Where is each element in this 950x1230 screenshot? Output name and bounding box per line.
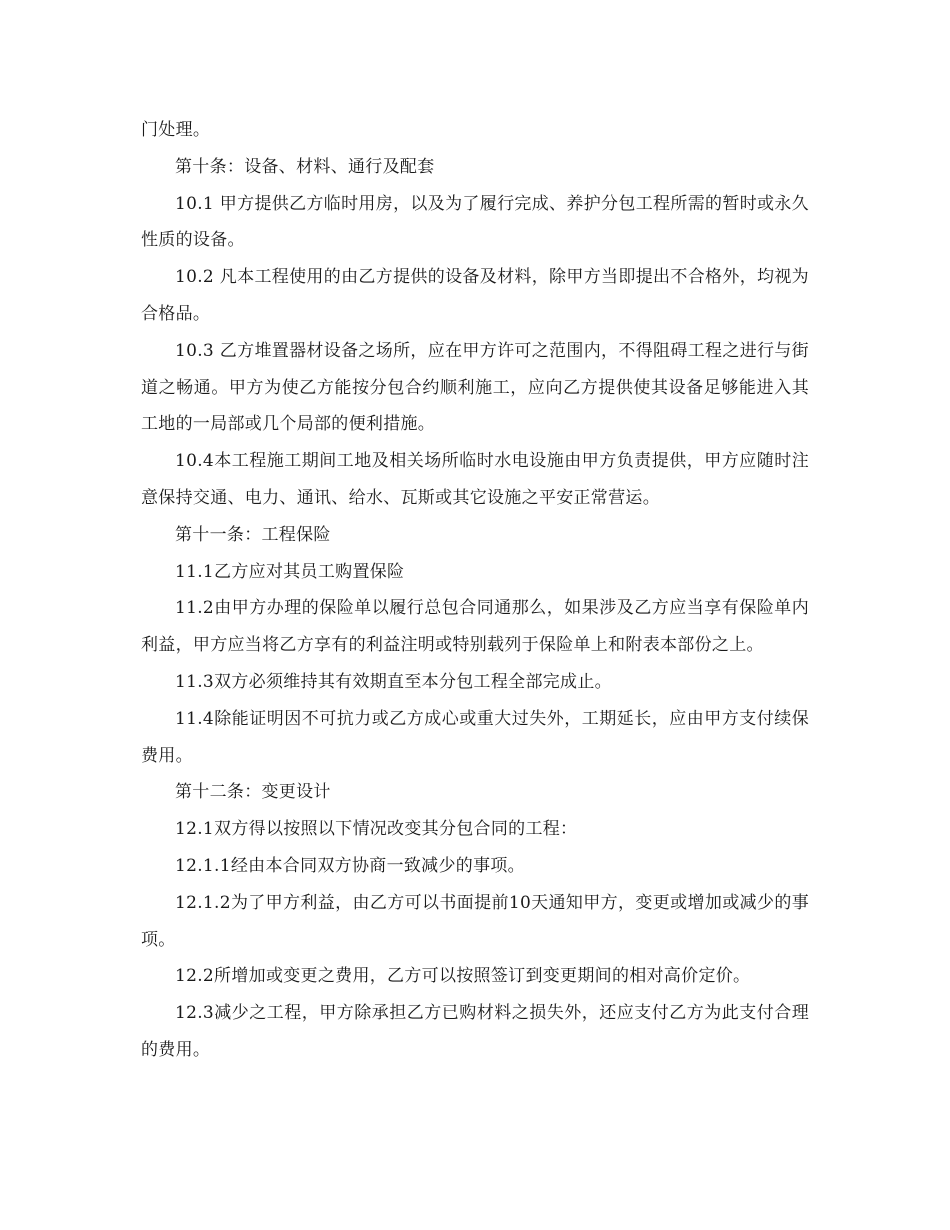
article-10-heading: 第十条：设备、材料、通行及配套 [175,156,435,177]
clause-11-1: 11.1乙方应对其员工购置保险 [175,561,405,582]
clause-10-4: 10.4本工程施工期间工地及相关场所临时水电设施由甲方负责提供，甲方应随时注意保持交通、电力、通讯、给水、瓦斯或其它设施之平安正常营运。 [141,451,809,508]
document-body [141,112,809,1069]
clause-12-3: 12.3减少之工程，甲方除承担乙方已购材料之损失外，还应支付乙方为此支付合理的费用。 [141,1003,809,1060]
clause-10-1: 10.1 甲方提供乙方临时用房，以及为了履行完成、养护分包工程所需的暂时或永久性质的设备。 [141,193,809,251]
clause-10-2: 10.2 凡本工程使用的由乙方提供的设备及材料，除甲方当即提出不合格外，均视为合格品。 [141,267,809,324]
paragraph-continuation: 门处理。 [141,120,211,140]
clause-12-1: 12.1双方得以按照以下情况改变其分包合同的工程： [175,819,578,840]
clause-11-3: 11.3双方必须维持其有效期直至本分包工程全部完成止。 [175,671,612,692]
article-11-heading: 第十一条：工程保险 [175,524,331,545]
clause-12-2: 12.2所增加或变更之费用，乙方可以按照签订到变更期间的相对高价定价。 [175,966,751,987]
clause-11-4: 11.4除能证明因不可抗力或乙方成心或重大过失外，工期延长，应由甲方支付续保费用。 [141,708,809,766]
clause-12-1-1: 12.1.1经由本合同双方协商一致减少的事项。 [175,855,525,876]
clause-12-1-2: 12.1.2为了甲方利益，由乙方可以书面提前10天通知甲方，变更或增加或减少的事项。 [141,892,809,950]
clause-10-3: 10.3 乙方堆置器材设备之场所，应在甲方许可之范围内，不得阻碍工程之进行与街道之畅通。甲方为使乙方能按分包合约顺利施工，应向乙方提供使其设备足够能进入其工地的一局部或几个局部的便利措施。 [141,340,809,435]
clause-11-2: 11.2由甲方办理的保险单以履行总包合同通那么，如果涉及乙方应当享有保险单内利益，甲方应当将乙方享有的利益注明或特别载列于保险单上和附表本部份之上。 [141,598,809,656]
article-12-heading: 第十二条：变更设计 [175,782,331,803]
